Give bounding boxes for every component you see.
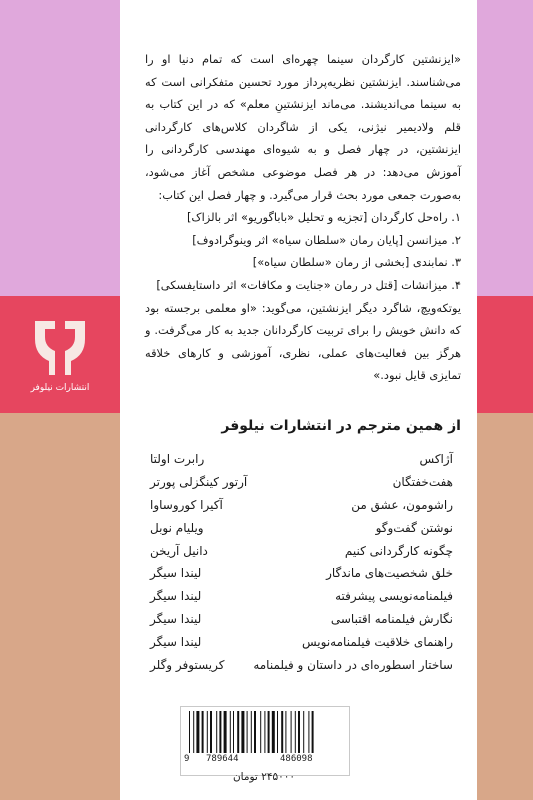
barcode-bar [196, 711, 199, 753]
barcode-bar [254, 711, 256, 753]
chapter-item: ۴. میزانشات [قتل در رمان «جنایت و مکافات» اثر داستایفسکی] [156, 277, 461, 292]
barcode-bar [251, 711, 252, 753]
book-title: نگارش فیلمنامه اقتباسی [330, 612, 453, 627]
barcode-bar [241, 711, 244, 753]
chapter-item: ۱. راه‌حل کارگردان [تجزیه و تحلیل «باباگوریو» اثر بالزاک] [186, 210, 461, 225]
barcode-bar [291, 711, 292, 753]
book-title: نوشتن گفت‌وگو [375, 520, 453, 535]
book-title: راشومون، عشق من [351, 497, 453, 512]
barcode-bar [210, 711, 212, 753]
book-title: ساختار اسطوره‌ای در داستان و فیلمنامه [253, 658, 453, 673]
book-row [150, 494, 453, 517]
description-closing: یوتکه‌ویچ، شاگرد دیگر ایزنشتین، می‌گوید: «او معلمی برجسته بود که دانش خویش را برای تربیت کارگردانان جدید به کار می‌گرفت. و هرگز بین فعالیت‌های عملی، نظری، آموزشی و کارهای خلاقه تمایزی قایل نبود.» [145, 300, 461, 383]
barcode-bar [189, 711, 190, 753]
book-author: آکیرا کوروساوا [150, 497, 223, 512]
barcode-bar [295, 711, 296, 753]
barcode-bar [260, 711, 261, 753]
book-author: لیندا سیگر [150, 635, 202, 650]
book-row [150, 471, 453, 494]
barcode-bar [224, 711, 227, 753]
barcode-bar [237, 711, 239, 753]
barcode-bar [312, 711, 314, 753]
barcode-bar [272, 711, 275, 753]
barcode-bar [247, 711, 248, 753]
book-row [150, 517, 453, 540]
translator-books-heading: از همین مترجم در انتشارات نیلوفر [221, 418, 461, 434]
book-author: کریستوفر وگلر [150, 658, 225, 673]
right-strip-bottom [477, 413, 533, 800]
left-strip-top [0, 0, 120, 296]
barcode-bar [281, 711, 283, 753]
barcode-bar [308, 711, 309, 753]
chapter-item: ۲. میزانسن [پایان رمان «سلطان سیاه» اثر وینوگرادوف] [192, 232, 461, 247]
book-author: لیندا سیگر [150, 566, 202, 581]
left-strip-bottom [0, 413, 120, 800]
barcode-bar [277, 711, 278, 753]
book-row [150, 631, 453, 654]
book-author: دانیل آریخن [150, 543, 208, 558]
barcode-bar [298, 711, 300, 753]
publisher-name: انتشارات نیلوفر [30, 383, 90, 393]
book-row [150, 654, 453, 677]
barcode-bar [230, 711, 231, 753]
barcode-bar [233, 711, 234, 753]
isbn-barcode [180, 706, 350, 776]
book-title: راهنمای خلاقیت فیلمنامه‌نویس [302, 635, 453, 650]
barcode-bar [285, 711, 286, 753]
price-label: ۲۴۵۰۰۰ تومان [232, 771, 296, 783]
book-author: رابرت اولتا [150, 452, 205, 466]
barcode-digit-group: 486098 [280, 754, 313, 764]
right-strip-top [477, 0, 533, 296]
niloofar-logo-icon [31, 317, 89, 379]
barcode-bar [219, 711, 221, 753]
barcode-digit-group: 789644 [206, 754, 239, 764]
barcode-bar [193, 711, 194, 753]
book-row [150, 448, 453, 471]
right-strip-mid [477, 296, 533, 413]
chapter-item: ۳. نمابندی [بخشی از رمان «سلطان سیاه»] [252, 255, 461, 270]
barcode-bar [264, 711, 265, 753]
book-title: هفت‌خفتگان [392, 474, 453, 489]
book-author: آرتور کینگزلی پورتر [150, 474, 248, 489]
book-author: ویلیام نوبل [150, 520, 204, 535]
translator-books-list [150, 448, 453, 677]
chapter-list [145, 206, 461, 296]
barcode-bar [207, 711, 208, 753]
book-row [150, 562, 453, 585]
barcode-bar [202, 711, 204, 753]
barcode-bars [181, 707, 349, 757]
book-title: آژاکس [419, 452, 453, 466]
barcode-bar [268, 711, 270, 753]
barcode-bar [303, 711, 304, 753]
book-title: فیلمنامه‌نویسی پیشرفته [335, 589, 453, 604]
book-description [145, 48, 461, 387]
book-title: چگونه کارگردانی کنیم [344, 543, 453, 558]
book-author: لیندا سیگر [150, 589, 202, 604]
barcode-digit-group: 9 [184, 754, 190, 764]
book-title: خلق شخصیت‌های ماندگار [326, 566, 453, 581]
description-paragraph: «ایزنشتین کارگردان سینما چهره‌ای است که تمام دنیا او را می‌شناسند. ایزنشتین نظریه‌پرداز مورد تحسین متفکرانی است که به سینما می‌اندیشند. می‌ماند ایزنشتینِ معلم» که در این کتاب به قلم ولادیمیر نیژنی، یکی از شاگردان کلاس‌های کارگردانی ایزنشتین، در چهار فصل و به شیوه‌ای مهندسی کارگردانی را آموزش می‌دهد: در هر فصل موضوعی مشخص آغاز می‌شود، به‌صورت جمعی مورد بحث قرار می‌گیرد. و چهار فصل این کتاب: [145, 52, 461, 202]
book-row [150, 585, 453, 608]
book-row [150, 540, 453, 563]
book-row [150, 608, 453, 631]
publisher-logo [22, 317, 98, 403]
barcode-bar [216, 711, 217, 753]
book-author: لیندا سیگر [150, 612, 202, 627]
